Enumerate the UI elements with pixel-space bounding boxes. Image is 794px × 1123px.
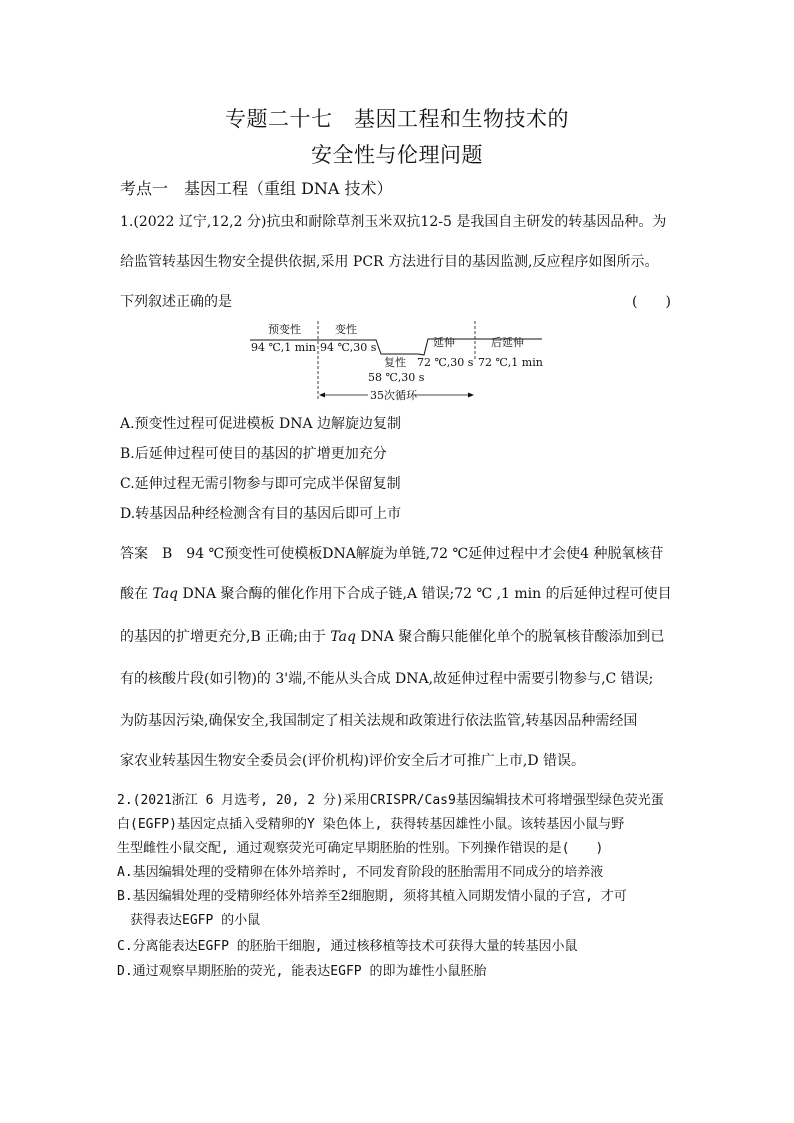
anneal-label: 复性 — [384, 356, 406, 369]
cycle-count-label: 35次循环 — [370, 389, 417, 402]
q1-answer-line6: 家农业转基因生物安全委员会(评价机构)评价安全后才可推广上市,D 错误。 — [120, 753, 586, 769]
taq-italic: Taq — [330, 629, 356, 645]
q1-option-a: A.预变性过程可促进模板 DNA 边解旋边复制 — [120, 416, 402, 432]
q1-answer-line2 — [120, 583, 672, 603]
q1-answer-line4: 有的核酸片段(如引物)的 3'端,不能从头合成 DNA,故延伸过程中需要引物参与,C 错误; — [120, 671, 654, 687]
pcr-program-diagram — [248, 319, 548, 403]
q1-stem-line1: 1.(2022 辽宁,12,2 分)抗虫和耐除草剂玉米双抗12-5 是我国自主研发的转基因品种。为 — [120, 214, 667, 230]
taq-italic: Taq — [152, 586, 179, 602]
q1-answer-line5: 为防基因污染,确保安全,我国制定了相关法规和政策进行依法监管,转基因品种需经国 — [120, 713, 638, 729]
q2-option-a: A.基因编辑处理的受精卵在体外培养时, 不同发育阶段的胚胎需用不同成分的培养液 — [117, 865, 604, 880]
q1-answer-line3 — [120, 626, 664, 646]
q1-option-c: C.延伸过程无需引物参与即可完成半保留复制 — [120, 476, 401, 492]
denature-label: 变性 — [335, 323, 357, 336]
cycle-arrow-left-head — [319, 393, 325, 398]
anneal-condition: 58 ℃,30 s — [368, 371, 425, 384]
q1-option-d: D.转基因品种经检测含有目的基因后即可上市 — [120, 506, 402, 522]
answer-text: 的基因的扩增更充分,B 正确;由于 — [120, 629, 331, 645]
q1-answer-blank: ( ) — [632, 294, 671, 310]
answer-text: DNA 聚合酶只能催化单个的脱氧核苷酸添加到已 — [355, 629, 665, 645]
answer-text: DNA 聚合酶的催化作用下合成子链,A 错误;72 ℃ ,1 min 的后延伸过程可使目 — [178, 586, 672, 602]
q2-option-c: C.分离能表达EGFP 的胚胎干细胞, 通过核移植等技术可获得大量的转基因小鼠 — [117, 939, 578, 954]
extend-label: 延伸 — [433, 336, 455, 349]
predenature-label: 预变性 — [268, 323, 301, 336]
q1-stem-line3: 下列叙述正确的是 — [120, 294, 232, 310]
page-title-line1: 专题二十七 基因工程和生物技术的 — [225, 107, 569, 131]
predenature-condition: 94 ℃,1 min — [251, 341, 316, 354]
answer-text: 酸在 — [120, 586, 153, 602]
q2-option-d: D.通过观察早期胚胎的荧光, 能表达EGFP 的即为雄性小鼠胚胎 — [117, 964, 487, 979]
section-heading: 考点一 基因工程（重组 DNA 技术） — [120, 179, 393, 198]
q2-option-b-line2: 获得表达EGFP 的小鼠 — [130, 913, 261, 928]
cycle-arrow-right-head — [468, 393, 474, 398]
page-title-line2: 安全性与伦理问题 — [311, 143, 483, 167]
q2-option-b-line1: B.基因编辑处理的受精卵经体外培养至2细胞期, 须将其植入同期发情小鼠的子宫, 才可 — [117, 889, 627, 904]
extend-condition: 72 ℃,30 s — [417, 356, 474, 369]
q1-option-b: B.后延伸过程可使目的基因的扩增更加充分 — [120, 446, 387, 462]
q2-stem-line2: 白(EGFP)基因定点插入受精卵的Y 染色体上, 获得转基因雄性小鼠。该转基因小鼠与野 — [117, 817, 625, 832]
q2-stem-line3: 生型雌性小鼠交配, 通过观察荧光可确定早期胚胎的性别。下列操作错误的是( ) — [117, 841, 604, 856]
final-extension-condition: 72 ℃,1 min — [478, 356, 543, 369]
q1-stem-line2: 给监管转基因生物安全提供依据,采用 PCR 方法进行目的基因监测,反应程序如图所示。 — [120, 254, 659, 270]
final-extension-label: 后延伸 — [491, 336, 524, 349]
denature-condition: 94 ℃,30 s — [320, 341, 377, 354]
q2-stem-line1: 2.(2021浙江 6 月选考, 20, 2 分)采用CRISPR/Cas9基因编辑技术可将增强型绿色荧光蛋 — [117, 793, 664, 808]
q1-answer-line1: 答案 B 94 ℃预变性可使模板DNA解旋为单链,72 ℃延伸过程中才会使4 种脱氧核苷 — [120, 546, 664, 562]
